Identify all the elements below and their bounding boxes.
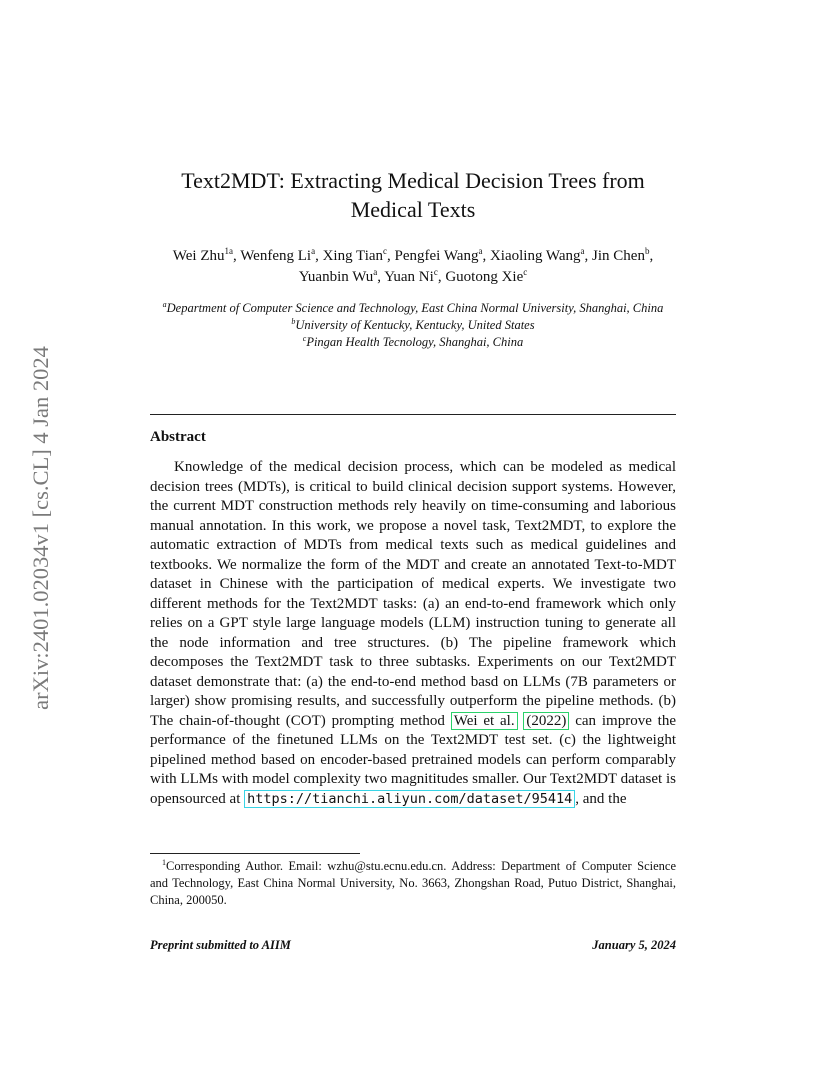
footer-date: January 5, 2024 <box>592 938 676 952</box>
author-list: Wei Zhu$^{1a}$, Wenfeng Li$^a$, Xing Tian$^c$, Pengfei Wang$^a$, Xiaoling Wang$^a$, Jin Chen$^b$, Yuanbin Wu$^a$, Yuan Ni$^c$, Guotong Xie$^c$ <box>172 246 654 285</box>
author: Yuanbin Wu$^a$ <box>298 267 378 285</box>
author-affil-mark: c <box>433 267 438 277</box>
author: Wenfeng Li$^a$ <box>240 246 316 264</box>
dataset-url-link[interactable]: https://tianchi.aliyun.com/dataset/95414 <box>244 790 575 808</box>
affiliation-list <box>150 300 676 351</box>
author: Xing Tian$^c$ <box>322 246 388 264</box>
author-affil-mark: a <box>478 246 483 256</box>
footnote-divider <box>150 853 360 854</box>
footnote: $^1$Corresponding Author. Email: wzhu@stu.ecnu.edu.cn. Address: Department of Computer Science and Technology, East China Normal University, No. 3663, Zhongshan Road, Putuo District, Shanghai, China, 200050. <box>150 857 676 907</box>
title-line-2: Medical Texts <box>350 197 476 222</box>
title-line-1: Text2MDT: Extracting Medical Decision Trees from <box>181 168 645 193</box>
author-affil-mark: c <box>383 246 388 256</box>
author: Xiaoling Wang$^a$ <box>489 246 585 264</box>
citation-link-author[interactable]: Wei et al. <box>451 712 518 730</box>
author: Yuan Ni$^c$ <box>384 267 438 285</box>
affiliation: $^a$Department of Computer Science and Technology, East China Normal University, Shanghai, China <box>162 299 664 315</box>
author-affil-mark: a <box>373 267 378 277</box>
author: Wei Zhu$^{1a}$ <box>172 246 233 264</box>
affiliation: $^c$Pingan Health Tecnology, Shanghai, China <box>302 333 524 349</box>
author-affil-mark: a <box>311 246 316 256</box>
author-affil-mark: 1a <box>224 246 233 256</box>
author: Jin Chen$^b$ <box>592 246 650 264</box>
author: Pengfei Wang$^a$ <box>394 246 483 264</box>
affiliation: $^b$University of Kentucky, Kentucky, United States <box>291 316 535 332</box>
citation-link-year[interactable]: (2022) <box>523 712 569 730</box>
author: Guotong Xie$^c$ <box>445 267 528 285</box>
author-affil-mark: c <box>523 267 528 277</box>
section-divider <box>150 414 676 415</box>
abstract-heading: Abstract <box>150 429 206 445</box>
footer-preprint-note: Preprint submitted to AIIM <box>150 938 291 952</box>
abstract-body: Knowledge of the medical decision process, which can be modeled as medical decision trees (MDTs), is critical to build clinical decision support systems. However, the current MDT construction methods rely heavily on time-consuming and laborious manual annotation. In this work, we propose a novel task, Text2MDT, to explore the automatic extraction of MDTs from medical texts such as medical guidelines and textbooks. We normalize the form of the MDT and create an annotated Text-to-MDT dataset in Chinese with the participation of medical experts. We investigate two different methods for the Text2MDT tasks: (a) an end-to-end framework which only relies on a GPT style large language models (LLM) instruction tuning to generate all the node information and tree structures. (b) The pipeline framework which decomposes the Text2MDT task to three subtasks. Experiments on our Text2MDT dataset demonstrate that: (a) the end-to-end method basd on LLMs (7B parameters or larger) show promising results, and successfully outperform the pipeline methods. (b) The chain-of-thought (COT) prompting method Wei et al. (2022) can improve the performance of the finetuned LLMs on the Text2MDT test set. (c) the lightweight pipelined method based on encoder-based pretrained models can perform comparably with LLMs with model complexity two magnititudes smaller. Our Text2MDT dataset is opensourced at https://tianchi.aliyun.com/dataset/95414 , and the <box>150 459 677 807</box>
author-affil-mark: a <box>580 246 585 256</box>
paper-title <box>150 166 676 224</box>
arxiv-identifier-stamp[interactable]: arXiv:2401.02034v1 [cs.CL] 4 Jan 2024 <box>28 346 53 710</box>
author-affil-mark: b <box>644 246 650 256</box>
footnote-mark: 1 <box>162 857 166 867</box>
